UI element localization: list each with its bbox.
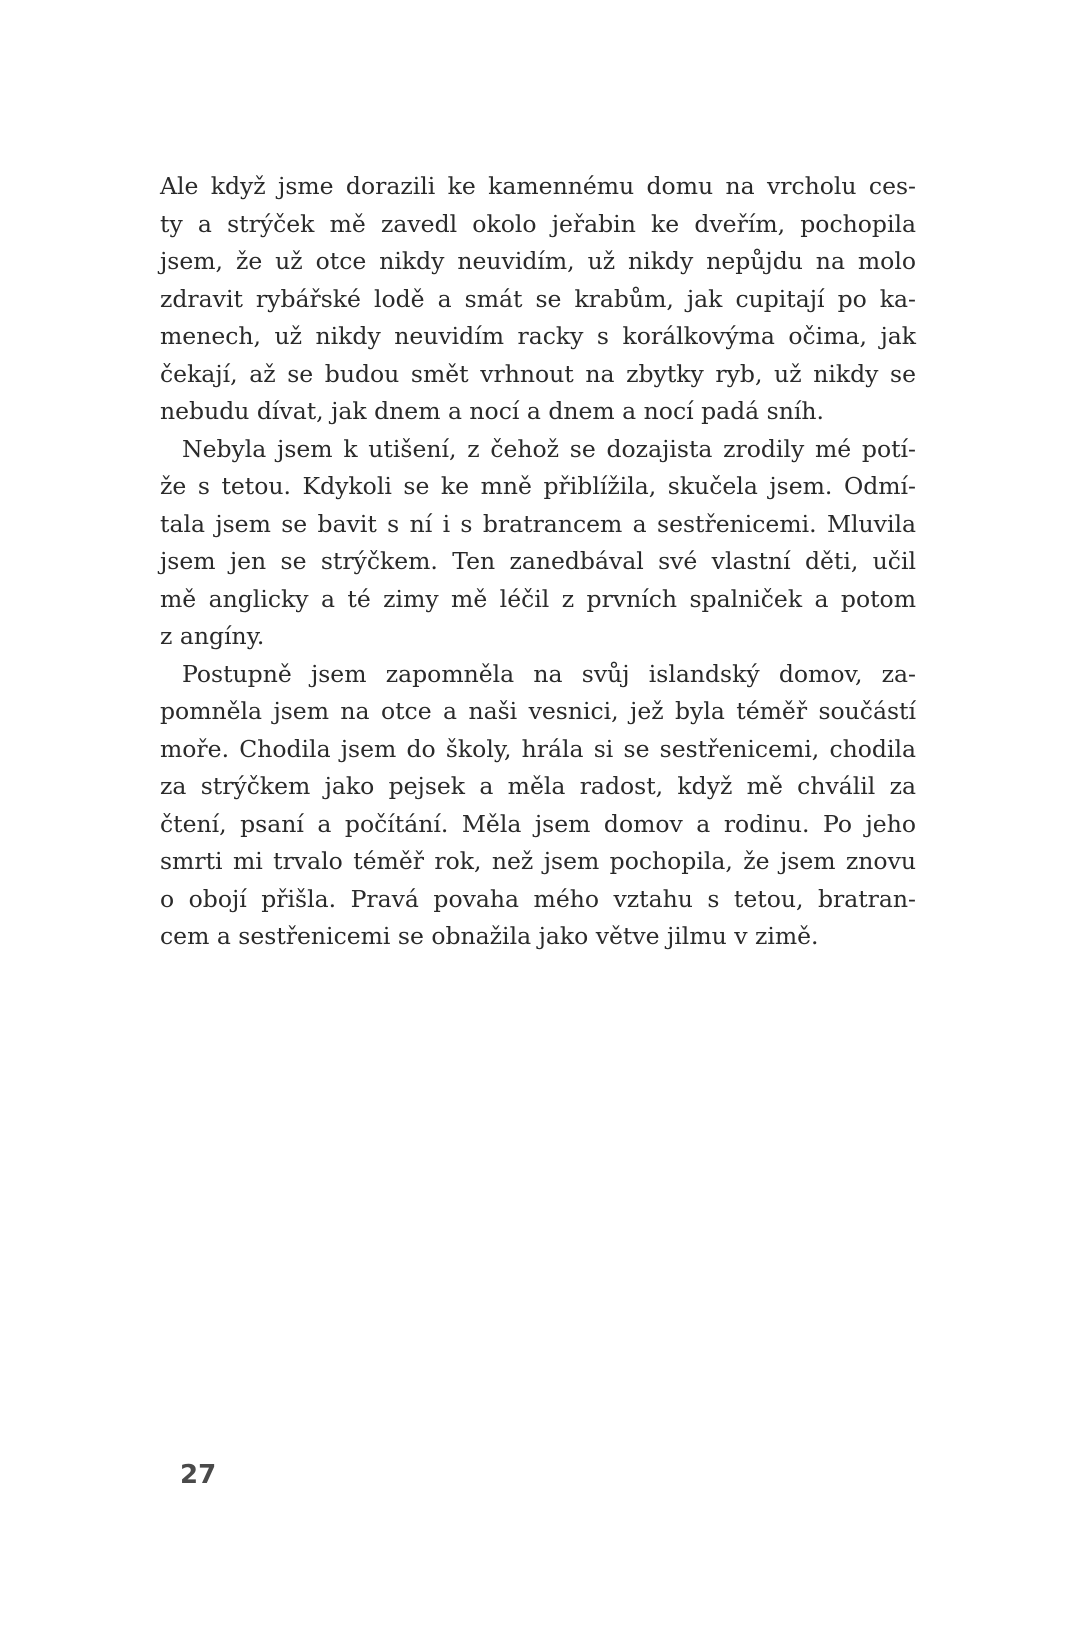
text-line: že s tetou. Kdykoli se ke mně přiblížila, skučela jsem. Odmí- — [160, 472, 916, 500]
text-line: nebudu dívat, jak dnem a nocí a dnem a nocí padá sníh. — [160, 397, 824, 425]
text-line: z angíny. — [160, 622, 265, 650]
text-line: Nebyla jsem k utišení, z čehož se dozajista zrodily mé potí- — [182, 434, 916, 463]
text-line: za strýčkem jako pejsek a měla radost, když mě chválil za — [160, 772, 916, 800]
text-line: cem a sestřenicemi se obnažila jako větve jilmu v zimě. — [160, 922, 819, 950]
text-line: Ale když jsme dorazili ke kamennému domu na vrcholu ces- — [160, 172, 916, 200]
page-number: 27 — [180, 1460, 217, 1490]
paragraph-1 — [160, 168, 916, 431]
text-line: moře. Chodila jsem do školy, hrála si se sestřenicemi, chodila — [160, 734, 916, 763]
text-line: pomněla jsem na otce a naši vesnici, jež byla téměř součástí — [160, 697, 916, 725]
text-line: Postupně jsem zapomněla na svůj islandský domov, za- — [182, 659, 916, 688]
text-line: jsem, že už otce nikdy neuvidím, už nikdy nepůjdu na molo — [160, 247, 916, 275]
paragraph-2 — [160, 431, 916, 656]
text-line: mě anglicky a té zimy mě léčil z prvních spalniček a potom — [160, 584, 916, 613]
text-line: smrti mi trvalo téměř rok, než jsem pochopila, že jsem znovu — [160, 847, 916, 875]
text-line: menech, už nikdy neuvidím racky s korálkovýma očima, jak — [160, 322, 916, 350]
body-text — [160, 168, 916, 956]
text-line: zdravit rybářské lodě a smát se krabům, jak cupitají po ka- — [160, 284, 916, 313]
text-line: čekají, až se budou smět vrhnout na zbytky ryb, už nikdy se — [160, 359, 916, 388]
paragraph-3 — [160, 656, 916, 956]
text-line: tala jsem se bavit s ní i s bratrancem a sestřenicemi. Mluvila — [160, 509, 916, 538]
text-line: ty a strýček mě zavedl okolo jeřabin ke dveřím, pochopila — [160, 209, 916, 238]
text-line: jsem jen se strýčkem. Ten zanedbával své vlastní děti, učil — [160, 547, 916, 575]
text-line: čtení, psaní a počítání. Měla jsem domov a rodinu. Po jeho — [160, 809, 916, 838]
text-line: o obojí přišla. Pravá povaha mého vztahu s tetou, bratran- — [160, 884, 916, 913]
